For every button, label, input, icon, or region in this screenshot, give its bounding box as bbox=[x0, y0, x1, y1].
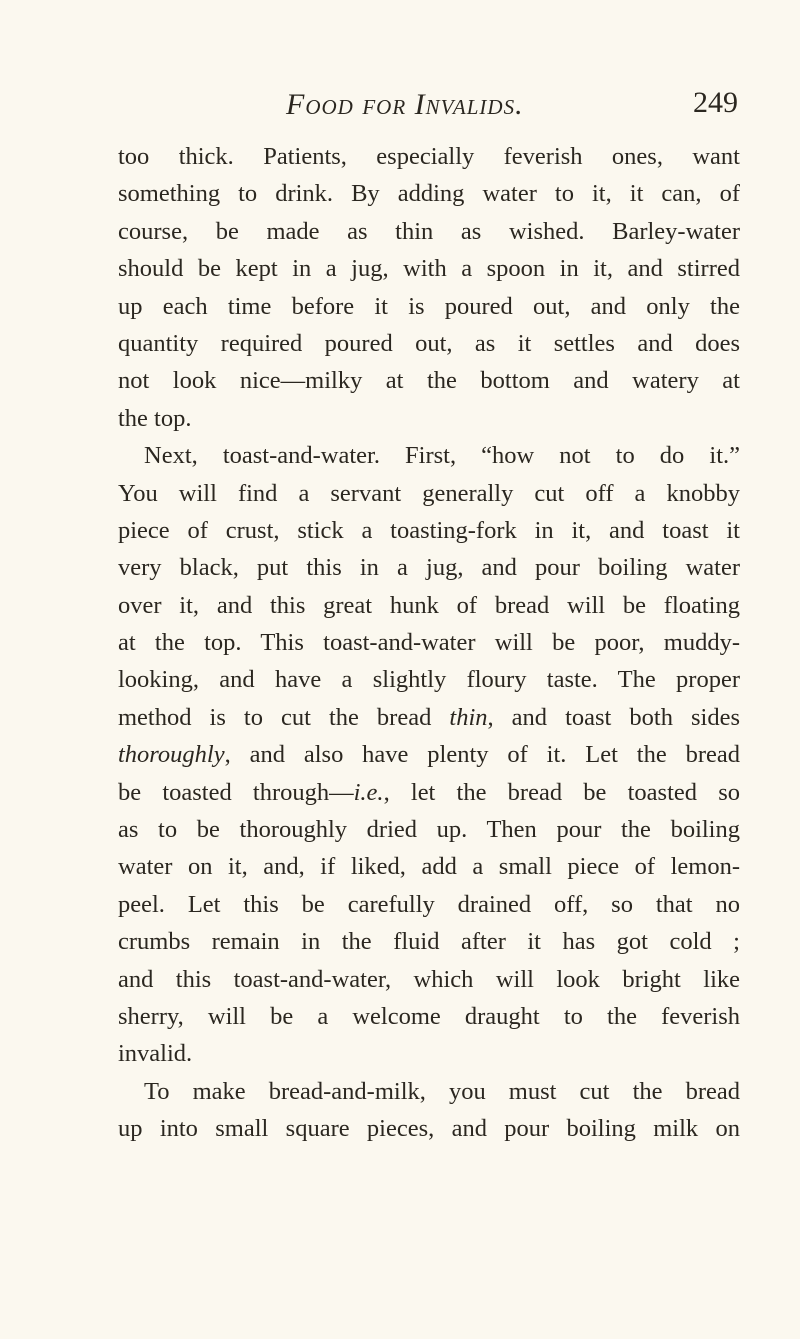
text-line bbox=[118, 961, 740, 998]
text-run: piece of crust, stick a toasting-fork in it, and toast it bbox=[118, 516, 740, 544]
text-run: very black, put this in a jug, and pour boiling water bbox=[118, 554, 740, 582]
text-run: sherry, will be a welcome draught to the feverish bbox=[118, 1002, 740, 1030]
text-run: course, be made as thin as wished. Barley-water bbox=[118, 217, 740, 245]
text-run: water on it, and, if liked, add a small piece of lemon- bbox=[118, 853, 740, 881]
text-run: , and also have plenty of it. Let the bread bbox=[224, 741, 740, 769]
text-line bbox=[118, 512, 740, 549]
text-run: should be kept in a jug, with a spoon in it, and stirred bbox=[118, 255, 740, 283]
text-run: looking, and have a slightly floury taste. The proper bbox=[118, 666, 740, 694]
italic-text: thoroughly bbox=[118, 741, 225, 769]
italic-text: thin bbox=[449, 703, 488, 731]
text-run: up into small square pieces, and pour boiling milk on bbox=[118, 1115, 740, 1143]
text-run: up each time before it is poured out, and only the bbox=[118, 292, 740, 320]
text-line bbox=[118, 661, 740, 698]
text-line bbox=[118, 699, 740, 736]
text-run: Next, toast-and-water. First, “how not to do it.” bbox=[144, 442, 740, 470]
text-run: To make bread-and-milk, you must cut the bread bbox=[144, 1077, 740, 1105]
body-text bbox=[118, 138, 740, 1148]
paragraph bbox=[118, 1073, 740, 1148]
text-line bbox=[118, 138, 740, 175]
text-line bbox=[118, 886, 740, 923]
text-run: over it, and this great hunk of bread will be floating bbox=[118, 591, 740, 619]
text-run: You will find a servant generally cut off a knobby bbox=[118, 479, 740, 507]
text-run: method is to cut the bread bbox=[118, 703, 450, 731]
running-head bbox=[118, 88, 738, 128]
text-line bbox=[118, 475, 740, 512]
text-line bbox=[118, 175, 740, 212]
text-run: , let the bread be toasted so bbox=[383, 778, 740, 806]
text-line bbox=[118, 362, 740, 399]
text-line bbox=[118, 549, 740, 586]
text-line bbox=[118, 213, 740, 250]
text-line bbox=[118, 1073, 740, 1110]
text-line bbox=[118, 736, 740, 773]
text-run: be toasted through— bbox=[118, 778, 354, 806]
text-run: invalid. bbox=[118, 1040, 193, 1068]
text-run: something to drink. By adding water to it, it can, of bbox=[118, 180, 740, 208]
paragraph bbox=[118, 437, 740, 1073]
running-head-title: Food for Invalids. bbox=[286, 88, 524, 121]
text-line bbox=[118, 437, 740, 474]
text-run: , and toast both sides bbox=[487, 703, 740, 731]
text-run: crumbs remain in the fluid after it has got cold ; bbox=[118, 928, 740, 956]
text-run: quantity required poured out, as it settles and does bbox=[118, 329, 740, 357]
text-line bbox=[118, 1035, 740, 1072]
text-run: and this toast-and-water, which will look bright like bbox=[118, 965, 740, 993]
text-line bbox=[118, 624, 740, 661]
text-run: too thick. Patients, especially feverish ones, want bbox=[118, 143, 740, 170]
text-line bbox=[118, 1110, 740, 1147]
page-number: 249 bbox=[693, 86, 738, 119]
text-line bbox=[118, 998, 740, 1035]
text-line bbox=[118, 288, 740, 325]
text-line bbox=[118, 587, 740, 624]
text-line bbox=[118, 923, 740, 960]
text-run: the top. bbox=[118, 404, 192, 432]
text-run: at the top. This toast-and-water will be poor, muddy- bbox=[118, 629, 740, 657]
text-line bbox=[118, 325, 740, 362]
text-run: peel. Let this be carefully drained off, so that no bbox=[118, 890, 740, 918]
text-line bbox=[118, 848, 740, 885]
text-line bbox=[118, 774, 740, 811]
text-line bbox=[118, 811, 740, 848]
text-run: not look nice—milky at the bottom and watery at bbox=[118, 367, 740, 395]
text-line bbox=[118, 400, 740, 437]
italic-text: i.e. bbox=[353, 778, 384, 806]
text-run: as to be thoroughly dried up. Then pour the boiling bbox=[118, 816, 740, 844]
paragraph bbox=[118, 138, 740, 437]
text-line bbox=[118, 250, 740, 287]
